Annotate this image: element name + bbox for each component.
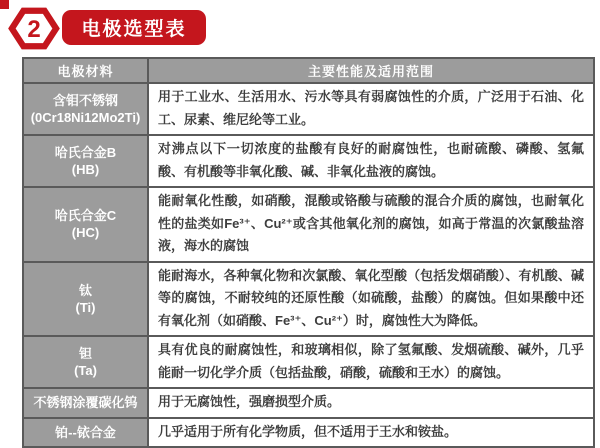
column-header-material: 电极材料 — [23, 58, 148, 83]
material-code: (HC) — [71, 225, 100, 241]
table-body — [23, 83, 594, 447]
badge-number: 2 — [27, 15, 41, 43]
material-description: 用于无腐蚀性，强磨损型介质。 — [148, 388, 594, 418]
material-code: (HB) — [71, 162, 100, 177]
material-name: 哈氏合金B — [54, 145, 117, 160]
table-row — [23, 83, 594, 135]
table-row — [23, 135, 594, 187]
table-row — [23, 336, 594, 388]
corner-accent-square — [0, 0, 9, 9]
material-code: (0Cr18Ni12Mo2Ti) — [30, 110, 141, 125]
section-number-badge — [9, 6, 59, 51]
material-code: (Ta) — [74, 363, 97, 378]
material-name: 含钼不锈钢 — [52, 93, 118, 108]
title-banner — [62, 10, 206, 45]
table-header-row — [23, 58, 594, 83]
column-header-performance: 主要性能及适用范围 — [148, 58, 594, 83]
material-name: 铂--铱合金 — [55, 424, 116, 440]
material-description: 能耐氧化性酸，如硝酸，混酸或铬酸与硫酸的混合介质的腐蚀，也耐氧化性的盐类如Fe³⁺、Cu²⁺或含其他氧化剂的腐蚀，如高于常温的次氯酸盐溶液，海水的腐蚀 — [148, 187, 594, 262]
material-description: 具有优良的耐腐蚀性，和玻璃相似，除了氢氟酸、发烟硫酸、碱外，几乎能耐一切化学介质（包括盐酸，硝酸，硫酸和王水）的腐蚀。 — [148, 336, 594, 388]
material-code: (Ti) — [75, 299, 96, 315]
material-name: 钛 — [78, 282, 92, 298]
table-row — [23, 187, 594, 262]
table-row — [23, 388, 594, 418]
material-description: 几乎适用于所有化学物质，但不适用于王水和铵盐。 — [148, 418, 594, 448]
page-title: 电极选型表 — [81, 19, 187, 40]
material-description: 用于工业水、生活用水、污水等具有弱腐蚀性的介质，广泛用于石油、化工、尿素、维尼纶等工业。 — [148, 83, 594, 135]
material-description: 对沸点以下一切浓度的盐酸有良好的耐腐蚀性，也耐硫酸、磷酸、氢氟酸、有机酸等非氧化酸、碱、非氧化盐液的腐蚀。 — [148, 135, 594, 187]
material-name: 不锈钢涂覆碳化钨 — [33, 395, 138, 411]
material-name: 哈氏合金C — [54, 208, 117, 224]
material-description: 能耐海水，各种氧化物和次氯酸、氧化型酸（包括发烟硝酸）、有机酸、碱等的腐蚀，不耐较纯的还原性酸（如硫酸，盐酸）的腐蚀。但如果酸中还有氧化剂（如硝酸、Fe³⁺、Cu²⁺）时，腐蚀性大为降低。 — [148, 262, 594, 337]
table-row — [23, 418, 594, 448]
table-row — [23, 262, 594, 337]
material-name: 钽 — [78, 346, 92, 361]
electrode-selection-table — [22, 57, 595, 448]
